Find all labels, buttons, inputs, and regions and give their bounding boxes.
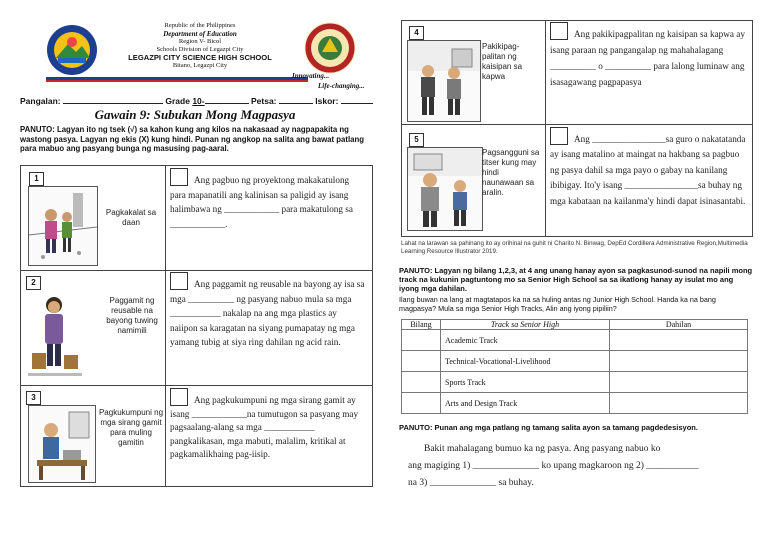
reason-cell[interactable] (610, 372, 748, 393)
row-divider (20, 385, 372, 386)
item-caption: Pagkukumpuni ng mga sirang gamit para muling gamitin (98, 408, 164, 447)
instructions-3: PANUTO: Punan ang mga patlang ng tamang salita ayon sa tamang pagdedesisyon. (399, 423, 698, 432)
item-caption: Pagsangguni sa titser kung may hindi naunawaan sa aralin. (482, 148, 540, 197)
track-intro: Ilang buwan na lang at magtatapos ka na sa huling antas ng Junior High School. Handa ka na bang magpasya? Mula sa mga Senior High Tracks, Alin ang iyong pipiliin? (399, 295, 716, 313)
lcshs-seal-logo (304, 22, 356, 74)
student-info-line (20, 96, 373, 106)
littering-illustration (28, 186, 98, 266)
consulting-teacher-illustration (407, 147, 483, 231)
date-label: Petsa: (251, 96, 277, 106)
name-field[interactable] (63, 103, 163, 104)
deped-text: Department of Education (163, 30, 237, 38)
reason-cell[interactable] (610, 393, 748, 414)
row-divider (401, 124, 752, 125)
item-caption: Paggamit ng reusable na bayong tuwing namimili (106, 296, 158, 335)
motto-innovating: Innovating... (292, 72, 330, 80)
track-name: Technical-Vocational-Livelihood (441, 351, 610, 372)
track-ranking-table (401, 319, 748, 414)
name-label: Pangalan: (20, 96, 61, 106)
final-line-2: ang magiging 1) ______________ ko upang magkaroon ng 2) ___________ (408, 461, 699, 471)
answer-checkbox[interactable] (170, 168, 188, 186)
motto-life-changing: Life-changing... (318, 82, 365, 90)
item-caption: Pagkakalat sa daan (105, 208, 157, 227)
item-number: 3 (26, 391, 41, 405)
final-line-3: na 3) ______________ sa buhay. (408, 478, 534, 488)
final-paragraph (408, 441, 752, 492)
date-field[interactable] (279, 103, 313, 104)
score-label: Iskor: (315, 96, 339, 106)
item-number: 4 (409, 26, 424, 40)
track-name: Academic Track (441, 330, 610, 351)
deped-seal-logo (46, 24, 98, 76)
answer-checkbox[interactable] (170, 388, 188, 406)
item-statement: Ang ________________sa guro o nakatatanda ay isang matalino at maingat na hakbang sa pagbuo ng pasya dahil sa mga payo o gabay na kanilang ibibigay. Ito'y isang ________________sa buhay ng mga kabataan na kailanma'y hindi dapat isinasantabi. (550, 127, 746, 209)
exchanging-ideas-illustration (407, 40, 481, 122)
rank-cell[interactable] (402, 351, 441, 372)
rank-cell[interactable] (402, 393, 441, 414)
reason-cell[interactable] (610, 330, 748, 351)
address-text: Bitano, Legazpi City (172, 62, 228, 69)
rank-cell[interactable] (402, 372, 441, 393)
item-number: 2 (26, 276, 41, 290)
region-text: Region V- Bicol (178, 38, 222, 45)
answer-checkbox[interactable] (170, 272, 188, 290)
col-header-track: Track sa Senior High (441, 320, 610, 330)
header-rule (46, 77, 308, 82)
reason-cell[interactable] (610, 351, 748, 372)
item-statement: Ang pakikipagpalitan ng kaisipan sa kapwa ay isang paraan ng pangangalap ng mahahalagang __________ o __________ para lalong luminaw ang isasagawang pagpapasya (550, 22, 746, 90)
division-text: Schools Division of Legazpi City (156, 46, 244, 53)
grade-value: 10- (192, 96, 205, 106)
instructions-2: PANUTO: Lagyan ng bilang 1,2,3, at 4 ang unang hanay ayon sa pagkasunod-sunod na napili mong track na kukunin pagtuntong mo sa Senior High School sa sa ikatlong hanay ay isulat mo ang iyong mga dahilan. (399, 266, 753, 294)
col-divider (545, 20, 546, 236)
rank-cell[interactable] (402, 330, 441, 351)
illustration-credit: Lahat na larawan sa pahinang ito ay orihinal na guhit ni Charito N. Binwag, DepEd Cordillera Administrative Region,Multimedia Learning Resource Illustrator 2019. (401, 240, 748, 255)
section-field[interactable] (205, 103, 249, 104)
repairing-illustration (28, 405, 96, 483)
track-name: Sports Track (441, 372, 610, 393)
col-header-bilang: Bilang (402, 320, 441, 330)
item-statement: Ang pagbuo ng proyektong makakatulong para mapanatili ang kalinisan sa paligid ay isang halimbawa ng ____________ para makatulong sa ____________. (170, 168, 366, 231)
score-field[interactable] (341, 103, 373, 104)
school-name: LEGAZPI CITY SCIENCE HIGH SCHOOL (128, 53, 272, 62)
answer-checkbox[interactable] (550, 22, 568, 40)
item-caption: Pakikipag-palitan ng kaisipan sa kapwa (482, 42, 523, 81)
col-divider (165, 165, 166, 486)
item-number: 1 (29, 172, 44, 186)
row-divider (20, 270, 372, 271)
track-name: Arts and Design Track (441, 393, 610, 414)
grade-label: Grade (165, 96, 190, 106)
republic-text: Republic of the Philippines (164, 22, 236, 29)
item-number: 5 (409, 133, 424, 147)
final-line-1: Bakit mahalagang bumuo ka ng pasya. Ang pasyang nabuo ko (424, 444, 661, 454)
col-header-dahilan: Dahilan (610, 320, 748, 330)
answer-checkbox[interactable] (550, 127, 568, 145)
instructions-1: PANUTO: Lagyan ito ng tsek (√) sa kahon kung ang kilos na nakasaad ay nagpapakita ng wastong pasya. Lagyan ng ekis (X) kung hindi. Punan ng angkop na salita ang bawat patlang para mabuo ang pasyang bunga ng masusing pag-aaral. (20, 125, 364, 154)
item-statement: Ang pagkukumpuni ng mga sirang gamit ay isang ____________na tumutugon sa pasyang may pagsaalang-alang sa mga ___________ pangkalikasan, mga mabuti, malalim, kritikal at pagkamalikhaing pag-iisip. (170, 388, 366, 462)
bayong-shopping-illustration (28, 291, 82, 379)
item-statement: Ang paggamit ng reusable na bayong ay isa sa mga __________ ng pasyang nabuo mula sa mga ___________ nakalap na ang mga plastics ay naiipon sa karagatan na siyang pumapatay ng mga yamang tubig at siya ring dahilan ng acid rain. (170, 272, 366, 350)
activity-title: Gawain 9: Subukan Mong Magpasya (94, 107, 296, 122)
